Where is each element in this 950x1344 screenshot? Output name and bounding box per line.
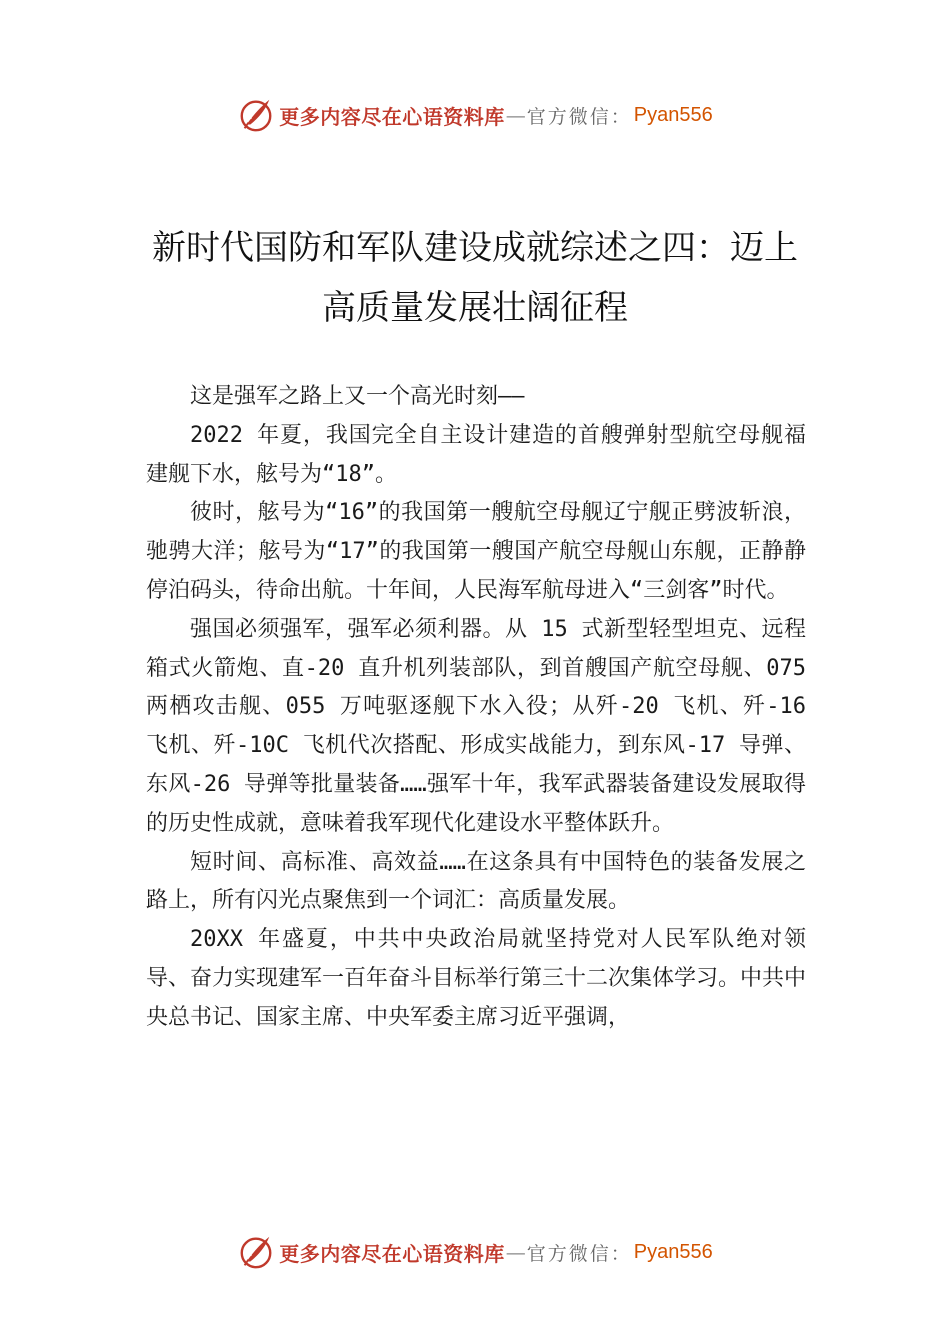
watermark-wechat-label: 官方微信： xyxy=(526,1242,632,1265)
watermark-wechat-label: 官方微信： xyxy=(526,105,632,128)
paragraph-5: 短时间、高标准、高效益……在这条具有中国特色的装备发展之路上，所有闪光点聚焦到一个词汇：高质量发展。 xyxy=(146,849,806,914)
watermark-wechat-id: Pyan556 xyxy=(633,103,713,126)
quill-pen-logo-icon xyxy=(237,1233,275,1271)
footer-watermark xyxy=(0,1232,950,1272)
watermark-slogan: 更多内容尽在心语资料库 xyxy=(279,1241,505,1266)
quill-pen-logo-icon xyxy=(237,96,275,134)
paragraph-6: 20XX 年盛夏，中共中央政治局就坚持党对人民军队绝对领导、奋力实现建军一百年奋斗目标举行第三十二次集体学习。中共中央总书记、国家主席、中央军委主席习近平强调， xyxy=(146,927,807,1030)
document-title: 新时代国防和军队建设成就综述之四：迈上高质量发展壮阔征程 xyxy=(152,228,798,328)
header-watermark xyxy=(0,95,950,135)
watermark-separator: — xyxy=(505,103,526,127)
paragraph-2: 2022 年夏，我国完全自主设计建造的首艘弹射型航空母舰福建舰下水，舷号为“18”。 xyxy=(146,422,806,487)
document-body xyxy=(146,378,806,1038)
paragraph-4: 强国必须强军，强军必须利器。从 15 式新型轻型坦克、远程箱式火箭炮、直-20 直升机列装部队，到首艘国产航空母舰、075 两栖攻击舰、055 万吨驱逐舰下水入役；从歼-20 飞机、歼-16 飞机、歼-10C 飞机代次搭配、形成实战能力，到东风-17 导弹、东风-26 导弹等批量装备……强军十年，我军武器装备建设发展取得的历史性成就，意味着我军现代化建设水平整体跃升。 xyxy=(146,616,806,836)
watermark-wechat-id: Pyan556 xyxy=(633,1240,713,1263)
watermark-slogan: 更多内容尽在心语资料库 xyxy=(279,104,505,129)
paragraph-1: 这是强军之路上又一个高光时刻—— xyxy=(190,384,525,409)
watermark-separator: — xyxy=(505,1240,526,1264)
paragraph-3: 彼时，舷号为“16”的我国第一艘航空母舰辽宁舰正劈波斩浪，驰骋大洋；舷号为“17”的我国第一艘国产航空母舰山东舰，正静静停泊码头，待命出航。十年间，人民海军航母进入“三剑客”时代。 xyxy=(146,500,806,603)
